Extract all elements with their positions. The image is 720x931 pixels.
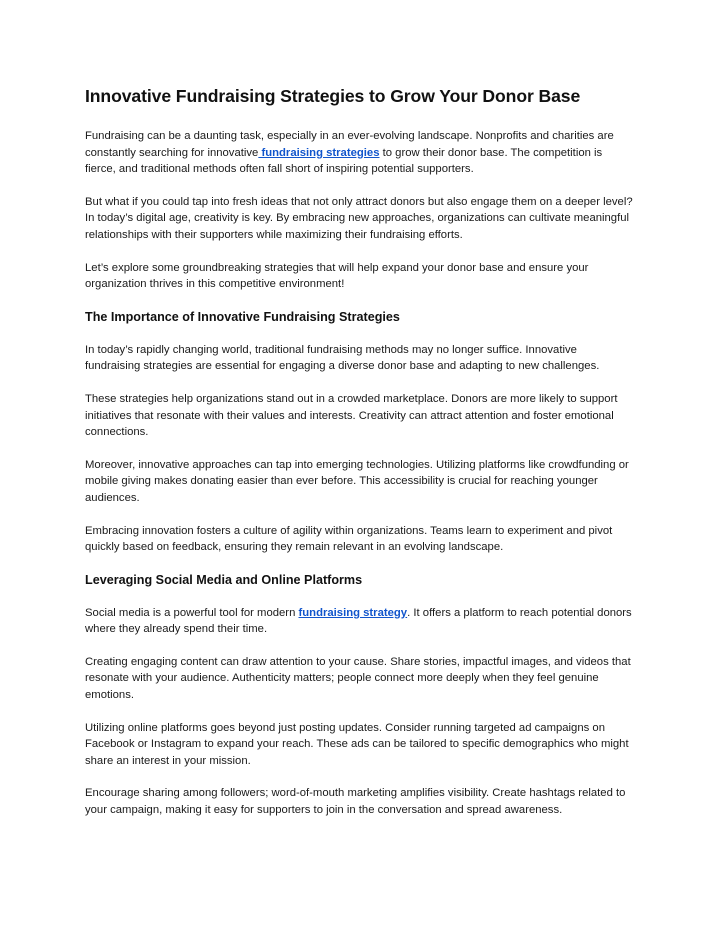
social-paragraph-4: Encourage sharing among followers; word-of-mouth marketing amplifies visibility. Create hashtags related to your campaign, making it easy for supporters to join in the conversation and spread awareness.	[85, 787, 626, 817]
importance-paragraph-2: These strategies help organizations stand out in a crowded marketplace. Donors are more likely to support initiatives that resonate with their values and interests. Creativity can attract attention and foster emotional connections.	[85, 392, 618, 439]
importance-paragraph-3: Moreover, innovative approaches can tap into emerging technologies. Utilizing platforms like crowdfunding or mobile giving makes donating easier than ever before. This accessibility is crucial for reaching younger audiences.	[85, 458, 629, 504]
page-title: Innovative Fundraising Strategies to Grow Your Donor Base	[85, 86, 581, 106]
document-page	[85, 84, 635, 835]
importance-paragraph-1: In today’s rapidly changing world, traditional fundraising methods may no longer suffice. Innovative fundraising strategies are essential for engaging a diverse donor base and adapting to new challenges.	[85, 343, 600, 373]
intro-paragraph-2: But what if you could tap into fresh ideas that not only attract donors but also engage them on a deeper level? In today’s digital age, creativity is key. By embracing new approaches, organizations can cultivate meaningful relationships with their supporters while maximizing their fundraising efforts.	[85, 195, 633, 241]
intro-text-after-link: to grow their donor base. The competition is fierce, and traditional methods often fall short of inspiring potential supporters.	[85, 146, 603, 176]
section-heading-social-media: Leveraging Social Media and Online Platforms	[85, 572, 363, 587]
social-paragraph-2: Creating engaging content can draw attention to your cause. Share stories, impactful images, and videos that resonate with your audience. Authenticity matters; people connect more deeply when they feel genuine emotions.	[85, 655, 631, 702]
importance-paragraph-4: Embracing innovation fosters a culture of agility within organizations. Teams learn to experiment and pivot quickly based on feedback, ensuring they remain relevant in an evolving landscape.	[85, 524, 613, 554]
section-heading-importance: The Importance of Innovative Fundraising Strategies	[85, 309, 400, 324]
intro-paragraph-3: Let’s explore some groundbreaking strategies that will help expand your donor base and ensure your organization thrives in this competitive environment!	[85, 261, 589, 291]
social-paragraph-1	[85, 605, 635, 638]
social-paragraph-3: Utilizing online platforms goes beyond just posting updates. Consider running targeted ad campaigns on Facebook or Instagram to expand your reach. These ads can be tailored to specific demographics who might share an interest in your mission.	[85, 721, 629, 767]
fundraising-strategy-link[interactable]: fundraising strategy	[298, 606, 408, 619]
fundraising-strategies-link[interactable]: fundraising strategies	[258, 146, 380, 159]
social-text-after-link: . It offers a platform to reach potential donors where they already spend their time.	[85, 606, 632, 636]
social-text-before-link: Social media is a powerful tool for modern	[85, 606, 299, 619]
intro-text-before-link: Fundraising can be a daunting task, especially in an ever-evolving landscape. Nonprofits and charities are constantly searching for innovative	[85, 130, 614, 159]
intro-paragraph-1	[85, 128, 635, 178]
